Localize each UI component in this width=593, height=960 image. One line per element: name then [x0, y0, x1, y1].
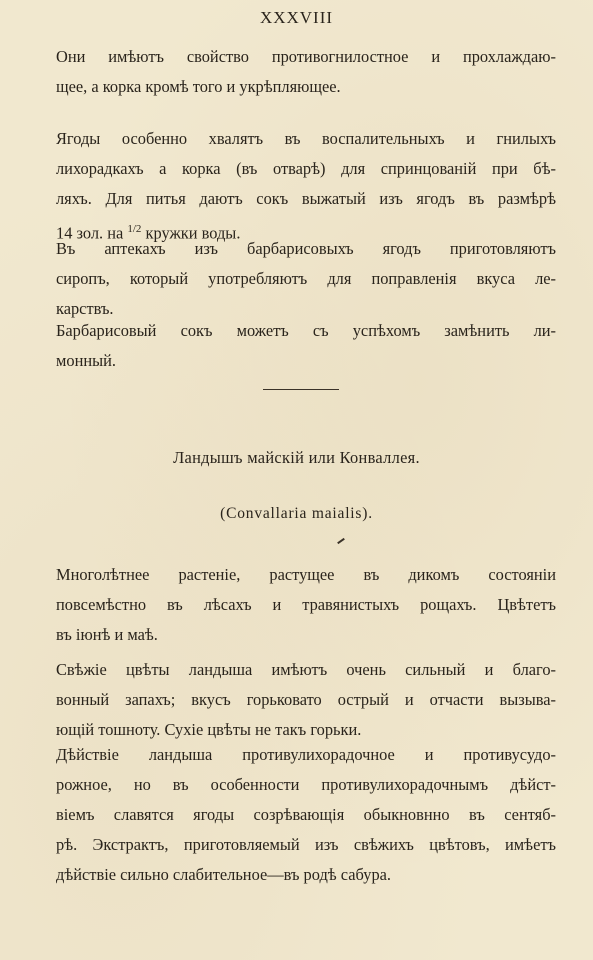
section-title: Ландышъ майскій или Конваллея.	[173, 448, 420, 467]
text-line: монный.	[56, 351, 116, 370]
text-line: Въ аптекахъ изъ барбарисовыхъ ягодъ приготовляютъ	[56, 239, 556, 258]
page-number: XXXVIII	[259, 8, 334, 27]
text-line: Свѣжіе цвѣты ландыша имѣютъ очень сильный и благо-	[56, 660, 556, 679]
text-line: Многолѣтнее растеніе, растущее въ дикомъ состояніи	[56, 565, 556, 584]
lily-action-paragraph	[56, 740, 556, 890]
text-line: Барбарисовый сокъ можетъ съ успѣхомъ замѣнить ли-	[56, 321, 556, 340]
section-divider	[263, 389, 339, 390]
text-line: дѣйствіе сильно слабительное—въ родѣ сабура.	[56, 865, 392, 884]
dose-unit-text: кружки воды.	[141, 223, 241, 243]
text-line: ющій тошноту. Сухіе цвѣты не такъ горьки.	[56, 720, 362, 739]
text-line: повсемѣстно въ лѣсахъ и травянистыхъ рощахъ. Цвѣтетъ	[56, 595, 556, 614]
barberry-syrup-paragraph	[56, 234, 556, 324]
text-line: рожное, но въ особенности противулихорадочнымъ дѣйст-	[56, 775, 556, 794]
text-line: щее, а корка кромѣ того и укрѣпляющее.	[56, 77, 341, 96]
text-line: въ іюнѣ и маѣ.	[56, 625, 158, 644]
text-line: вонный запахъ; вкусъ горьковато острый и отчасти вызыва-	[56, 690, 556, 709]
fraction: 1/2	[127, 223, 142, 235]
barberry-properties-paragraph	[56, 42, 556, 102]
ink-mark	[337, 538, 345, 544]
text-line: сиропъ, который употребляютъ для поправленія вкуса ле-	[56, 269, 556, 288]
lily-flowers-paragraph	[56, 655, 556, 745]
text-line: рѣ. Экстрактъ, приготовляемый изъ свѣжихъ цвѣтовъ, имѣетъ	[56, 835, 556, 854]
text-line: карствъ.	[56, 299, 114, 318]
text-line: ляхъ. Для питья даютъ сокъ выжатый изъ ягодъ въ размѣрѣ	[56, 189, 556, 208]
text-line: лихорадкахъ а корка (въ отварѣ) для спринцованій при бѣ-	[56, 159, 556, 178]
lily-description-paragraph	[56, 560, 556, 650]
text-line: Ягоды особенно хвалятъ въ воспалительныхъ и гнилыхъ	[56, 129, 556, 148]
dose-text: 14 зол. на	[56, 223, 128, 243]
latin-name: (Convallaria maialis).	[220, 505, 373, 522]
text-line: Они имѣютъ свойство противогнилостное и прохлаждаю-	[56, 47, 556, 66]
text-line: віемъ славятся ягоды созрѣвающія обыкновнно въ сентяб-	[56, 805, 556, 824]
text-line: Дѣйствіе ландыша противулихорадочное и противусудо-	[56, 745, 556, 764]
barberry-juice-paragraph	[56, 316, 556, 376]
barberry-usage-paragraph	[56, 124, 556, 248]
